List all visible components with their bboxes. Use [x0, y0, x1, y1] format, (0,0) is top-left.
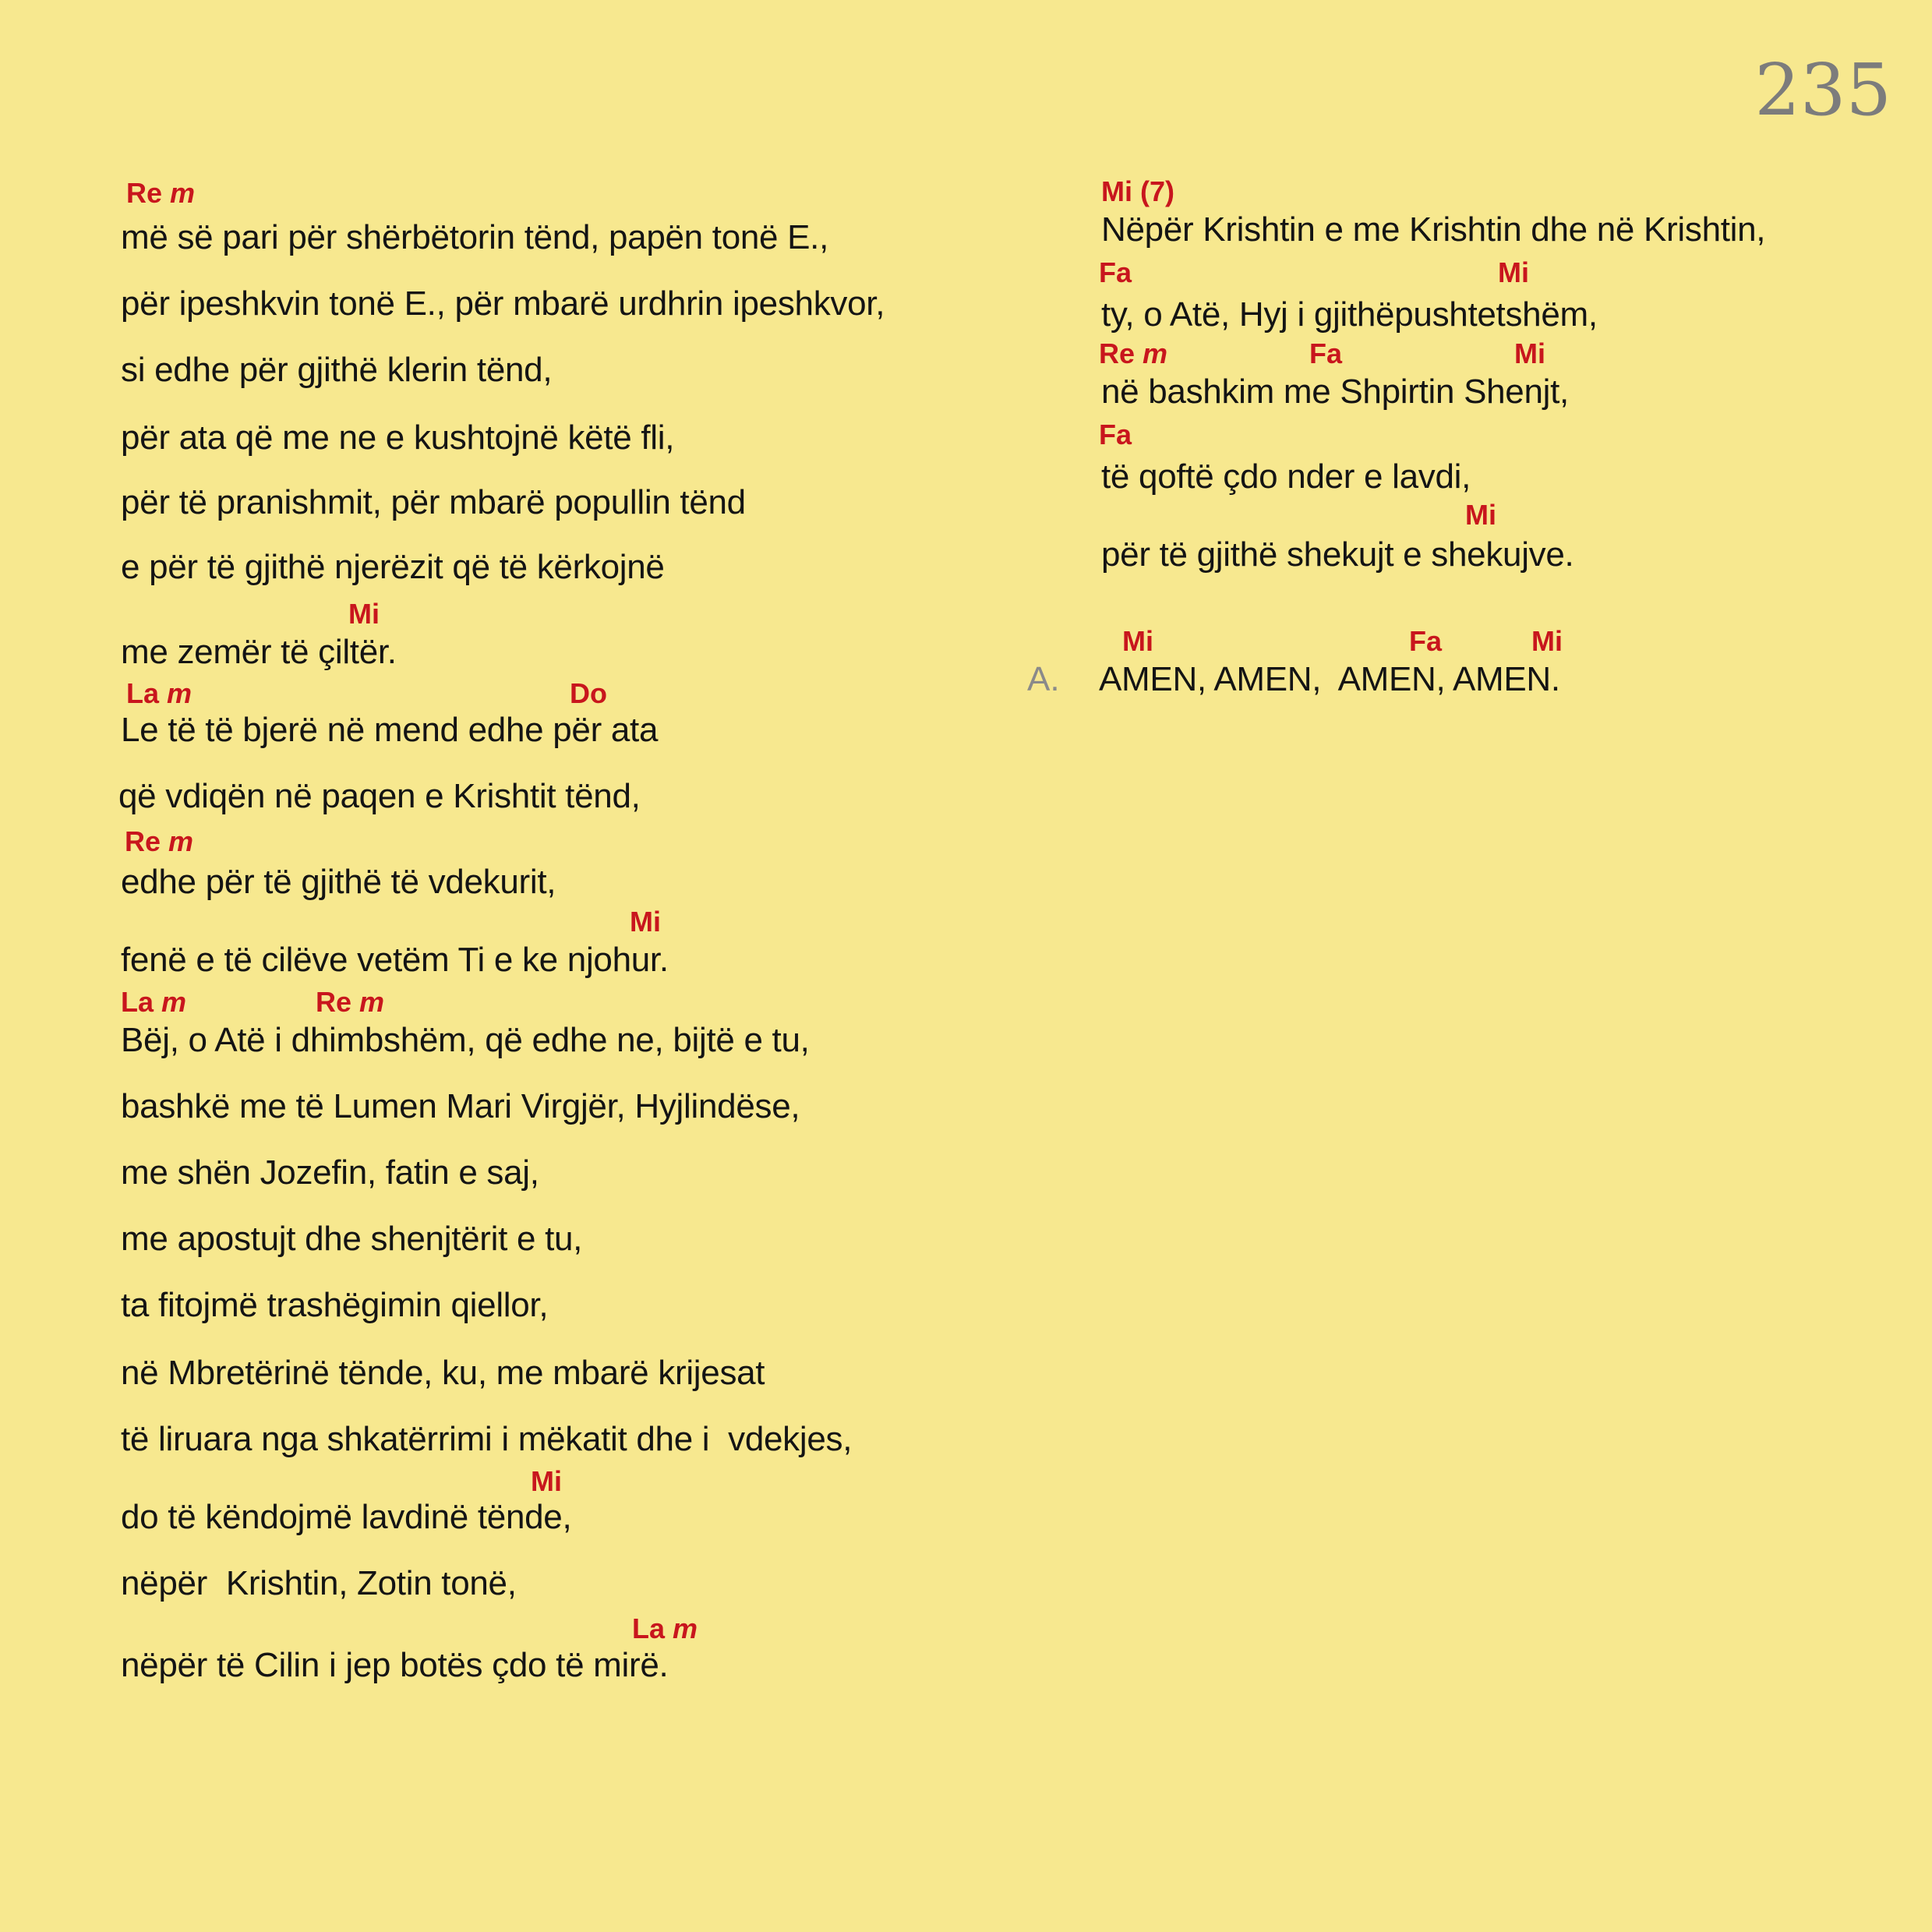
chord-label: Mi: [630, 906, 661, 938]
response-text: AMEN, AMEN, AMEN, AMEN.: [1099, 660, 1560, 698]
lyric-line: Nëpër Krishtin e me Krishtin dhe në Krishtin,: [1101, 210, 1766, 249]
lyric-line: më së pari për shërbëtorin tënd, papën tonë E.,: [121, 218, 829, 256]
lyric-line: të qoftë çdo nder e lavdi,: [1101, 457, 1471, 496]
chord-label: Mi (7): [1101, 175, 1174, 207]
chord-label: Mi: [1465, 499, 1496, 531]
chord-label: Mi: [1531, 625, 1563, 657]
lyric-line: edhe për të gjithë të vdekurit,: [121, 863, 556, 901]
lyric-line: ty, o Atë, Hyj i gjithëpushtetshëm,: [1101, 295, 1598, 334]
chord-label: Fa: [1309, 337, 1343, 369]
lyric-line: e për të gjithë njerëzit që të kërkojnë: [121, 548, 665, 586]
chord-label: Do: [570, 677, 607, 709]
lyric-line: do të këndojmë lavdinë tënde,: [121, 1498, 572, 1536]
chord-label: Fa: [1409, 625, 1443, 657]
lyric-line: për të gjithë shekujt e shekujve.: [1101, 535, 1574, 574]
chord-label: Re m: [126, 177, 196, 209]
response-marker: A.: [1027, 660, 1060, 698]
lyric-line: si edhe për gjithë klerin tënd,: [121, 351, 553, 389]
lyric-line: me shën Jozefin, fatin e saj,: [121, 1153, 539, 1192]
chord-label: La m: [632, 1612, 698, 1644]
chord-label: Mi: [348, 598, 380, 630]
lyric-line: me zemër të çiltër.: [121, 633, 397, 671]
lyric-line: për të pranishmit, për mbarë popullin tënd: [121, 483, 746, 521]
chord-label: Fa: [1099, 256, 1132, 288]
lyric-line: me apostujt dhe shenjtërit e tu,: [121, 1220, 583, 1258]
chord-label: Re m: [1099, 337, 1168, 369]
lyric-line: bashkë me të Lumen Mari Virgjër, Hyjlindëse,: [121, 1087, 800, 1125]
chord-label: Re m: [125, 825, 194, 857]
chord-label: Mi: [1498, 256, 1529, 288]
lyric-line: Le të të bjerë në mend edhe për ata: [121, 711, 659, 749]
lyric-line: në bashkim me Shpirtin Shenjt,: [1101, 373, 1569, 411]
chord-label: Re m: [316, 986, 385, 1018]
chord-label: Mi: [531, 1465, 562, 1497]
page-number: 235: [1754, 48, 1891, 132]
chord-label: La m: [126, 677, 192, 709]
lyric-line: për ipeshkvin tonë E., për mbarë urdhrin ipeshkvor,: [121, 284, 885, 323]
lyric-line: në Mbretërinë tënde, ku, me mbarë krijesat: [121, 1354, 765, 1392]
lyric-line: fenë e të cilëve vetëm Ti e ke njohur.: [121, 941, 669, 979]
lyric-line: nëpër Krishtin, Zotin tonë,: [121, 1564, 517, 1602]
chord-label: Mi: [1514, 337, 1545, 369]
chord-label: Mi: [1122, 625, 1153, 657]
lyric-line: ta fitojmë trashëgimin qiellor,: [121, 1286, 549, 1324]
lyric-line: nëpër të Cilin i jep botës çdo të mirë.: [121, 1646, 669, 1684]
lyric-line: që vdiqën në paqen e Krishtit tënd,: [118, 777, 641, 815]
chord-label: La m: [121, 986, 187, 1018]
chord-label: Fa: [1099, 419, 1132, 450]
lyric-line: Bëj, o Atë i dhimbshëm, që edhe ne, bijtë e tu,: [121, 1021, 810, 1059]
lyric-line: për ata që me ne e kushtojnë këtë fli,: [121, 419, 675, 457]
lyric-line: të liruara nga shkatërrimi i mëkatit dhe i vdekjes,: [121, 1420, 853, 1458]
